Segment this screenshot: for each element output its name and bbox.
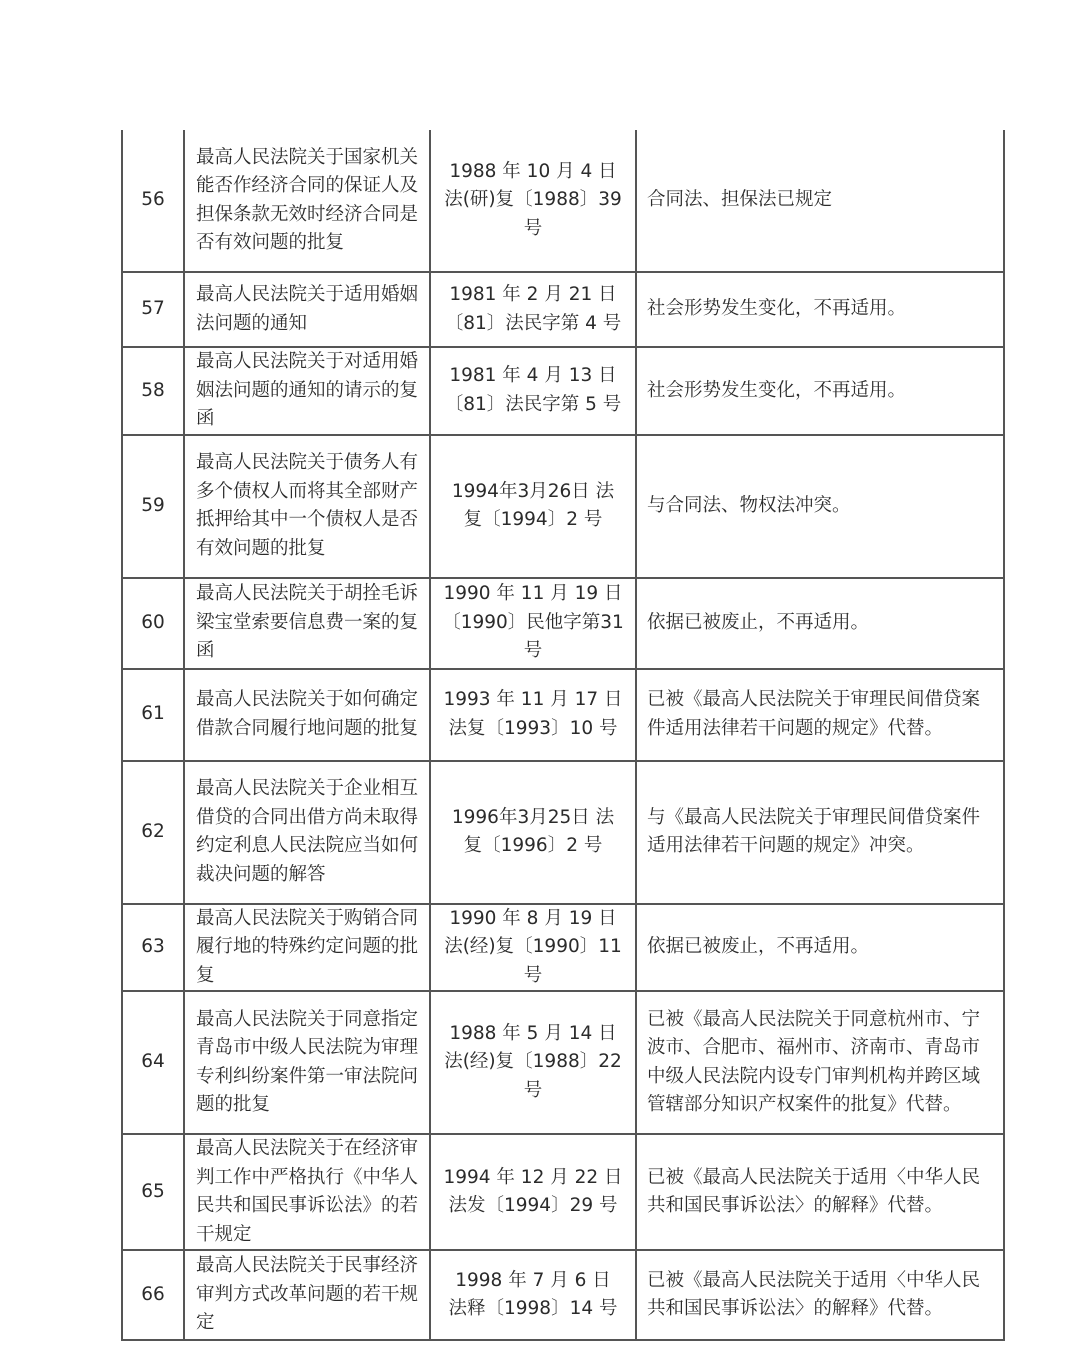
issue-date: 1993 年 11 月 17 日 (443, 689, 623, 710)
document-title: 最高人民法院关于同意指定青岛市中级人民法院为审理专利纠纷案件第一审法院问题的批复 (184, 991, 430, 1134)
table-row (122, 272, 1004, 347)
table-row (122, 669, 1004, 761)
abolition-reason: 合同法、担保法已规定 (636, 130, 1004, 272)
document-number: 复〔1994〕2 号 (463, 509, 603, 530)
document-title: 最高人民法院关于民事经济审判方式改革问题的若干规定 (184, 1250, 430, 1340)
issue-date: 1988 年 10 月 4 日 (449, 160, 617, 182)
date-and-document-number (430, 761, 636, 904)
abolition-reason: 已被《最高人民法院关于审理民间借贷案件适用法律若干问题的规定》代替。 (636, 669, 1004, 761)
abolition-reason: 已被《最高人民法院关于同意杭州市、宁波市、合肥市、福州市、济南市、青岛市中级人民法院内设专门审判机构并跨区域管辖部分知识产权案件的批复》代替。 (636, 991, 1004, 1134)
date-and-document-number (430, 130, 636, 272)
issue-date: 1988 年 5 月 14 日 (449, 1022, 617, 1044)
document-title: 最高人民法院关于适用婚姻法问题的通知 (184, 272, 430, 347)
issue-date: 1981 年 2 月 21 日 (449, 284, 617, 305)
date-and-document-number (430, 1134, 636, 1250)
table-row (122, 347, 1004, 435)
row-number: 61 (122, 669, 184, 761)
abolition-reason: 已被《最高人民法院关于适用〈中华人民共和国民事诉讼法〉的解释》代替。 (636, 1134, 1004, 1250)
table-row (122, 1250, 1004, 1340)
document-number: 法释〔1998〕14 号 (448, 1298, 618, 1319)
document-number: 法(经)复〔1988〕22 号 (444, 1051, 622, 1101)
table-row (122, 578, 1004, 669)
document-title: 最高人民法院关于债务人有多个债权人而将其全部财产抵押给其中一个债权人是否有效问题的批复 (184, 435, 430, 578)
row-number: 63 (122, 904, 184, 992)
row-number: 56 (122, 130, 184, 272)
row-number: 66 (122, 1250, 184, 1340)
document-title: 最高人民法院关于如何确定借款合同履行地问题的批复 (184, 669, 430, 761)
table-row (122, 435, 1004, 578)
document-title: 最高人民法院关于对适用婚姻法问题的通知的请示的复函 (184, 347, 430, 435)
date-and-document-number (430, 904, 636, 992)
abolition-reason: 已被《最高人民法院关于适用〈中华人民共和国民事诉讼法〉的解释》代替。 (636, 1250, 1004, 1340)
issue-date: 1996年3月25日 法 (451, 806, 615, 828)
document-number: 法(研)复〔1988〕39 号 (444, 189, 622, 239)
date-and-document-number (430, 1250, 636, 1340)
date-and-document-number (430, 991, 636, 1134)
abolition-reason: 社会形势发生变化，不再适用。 (636, 272, 1004, 347)
abolition-reason: 依据已被废止，不再适用。 (636, 578, 1004, 669)
table-row (122, 130, 1004, 272)
document-number: 〔81〕法民字第 5 号 (444, 393, 622, 415)
row-number: 59 (122, 435, 184, 578)
abolition-reason: 依据已被废止，不再适用。 (636, 904, 1004, 992)
date-and-document-number (430, 347, 636, 435)
issue-date: 1994年3月26日 法 (451, 480, 615, 502)
row-number: 60 (122, 578, 184, 669)
document-title: 最高人民法院关于胡拴毛诉梁宝堂索要信息费一案的复函 (184, 578, 430, 669)
document-title: 最高人民法院关于购销合同履行地的特殊约定问题的批复 (184, 904, 430, 992)
row-number: 57 (122, 272, 184, 347)
table-row (122, 904, 1004, 992)
document-title: 最高人民法院关于国家机关能否作经济合同的保证人及担保条款无效时经济合同是否有效问题的批复 (184, 130, 430, 272)
document-number: 法(经)复〔1990〕11 号 (444, 936, 622, 986)
document-number: 〔1990〕民他字第31号 (442, 611, 624, 662)
table-row (122, 1134, 1004, 1250)
document-number: 〔81〕法民字第 4 号 (444, 312, 622, 334)
document-number: 法发〔1994〕29 号 (448, 1195, 618, 1216)
row-number: 65 (122, 1134, 184, 1250)
abolition-reason: 社会形势发生变化，不再适用。 (636, 347, 1004, 435)
issue-date: 1990 年 11 月 19 日 (443, 583, 623, 605)
table-row (122, 991, 1004, 1134)
document-title: 最高人民法院关于企业相互借贷的合同出借方尚未取得约定利息人民法院应当如何裁决问题的解答 (184, 761, 430, 904)
abolished-interpretations-table (121, 130, 1005, 1341)
abolition-reason: 与《最高人民法院关于审理民间借贷案件适用法律若干问题的规定》冲突。 (636, 761, 1004, 904)
document-number: 法复〔1993〕10 号 (448, 717, 618, 739)
abolition-reason: 与合同法、物权法冲突。 (636, 435, 1004, 578)
date-and-document-number (430, 272, 636, 347)
table-row (122, 761, 1004, 904)
issue-date: 1990 年 8 月 19 日 (449, 907, 617, 929)
issue-date: 1994 年 12 月 22 日 (443, 1166, 623, 1188)
document-number: 复〔1996〕2 号 (463, 835, 603, 856)
date-and-document-number (430, 435, 636, 578)
issue-date: 1981 年 4 月 13 日 (449, 365, 617, 387)
issue-date: 1998 年 7 月 6 日 (455, 1269, 611, 1291)
row-number: 64 (122, 991, 184, 1134)
date-and-document-number (430, 578, 636, 669)
row-number: 62 (122, 761, 184, 904)
row-number: 58 (122, 347, 184, 435)
date-and-document-number (430, 669, 636, 761)
document-title: 最高人民法院关于在经济审判工作中严格执行《中华人民共和国民事诉讼法》的若干规定 (184, 1134, 430, 1250)
